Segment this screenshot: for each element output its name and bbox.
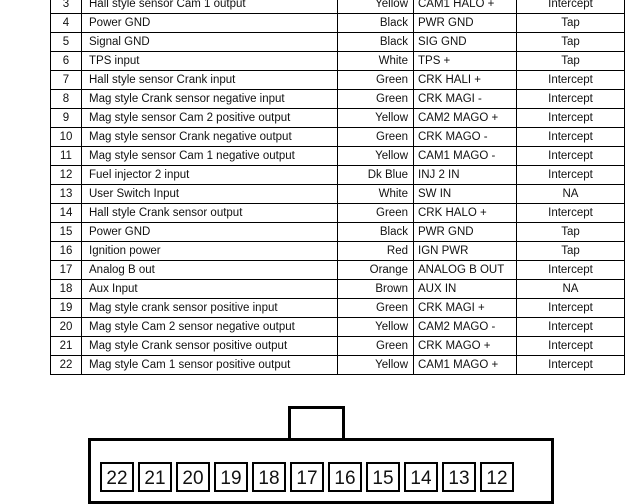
connector-pin: 21 [138, 462, 172, 492]
action-cell: Tap [517, 14, 625, 33]
wire-color-cell: Red [338, 242, 414, 261]
description-cell: Mag style crank sensor positive input [82, 299, 338, 318]
description-cell: Power GND [82, 14, 338, 33]
wire-color-cell: Dk Blue [338, 166, 414, 185]
wire-color-cell: Green [338, 90, 414, 109]
action-cell: Intercept [517, 318, 625, 337]
connector-pin: 13 [442, 462, 476, 492]
wire-color-cell: Brown [338, 280, 414, 299]
action-cell: Intercept [517, 71, 625, 90]
description-cell: Mag style sensor Crank negative output [82, 128, 338, 147]
action-cell: Tap [517, 52, 625, 71]
action-cell: Tap [517, 33, 625, 52]
wire-color-cell: Orange [338, 261, 414, 280]
description-cell: Mag style sensor Cam 2 positive output [82, 109, 338, 128]
wire-color-cell: Green [338, 71, 414, 90]
pin-number-cell: 11 [51, 147, 82, 166]
description-cell: Aux Input [82, 280, 338, 299]
pin-number-cell: 14 [51, 204, 82, 223]
signal-label-cell: CRK HALI + [414, 71, 517, 90]
signal-label-cell: CRK MAGO - [414, 128, 517, 147]
pin-number-cell: 15 [51, 223, 82, 242]
description-cell: User Switch Input [82, 185, 338, 204]
description-cell: Ignition power [82, 242, 338, 261]
connector-pin: 14 [404, 462, 438, 492]
description-cell: Hall style sensor Cam 1 output [82, 0, 338, 14]
pin-number-cell: 19 [51, 299, 82, 318]
signal-label-cell: CAM1 MAGO - [414, 147, 517, 166]
signal-label-cell: SIG GND [414, 33, 517, 52]
pin-number-cell: 22 [51, 356, 82, 375]
wire-color-cell: Yellow [338, 147, 414, 166]
pin-number-cell: 10 [51, 128, 82, 147]
pin-number-cell: 16 [51, 242, 82, 261]
signal-label-cell: ANALOG B OUT [414, 261, 517, 280]
action-cell: Intercept [517, 337, 625, 356]
signal-label-cell: CRK MAGI + [414, 299, 517, 318]
pin-number-cell: 12 [51, 166, 82, 185]
description-cell: Mag style sensor Cam 1 negative output [82, 147, 338, 166]
action-cell: Tap [517, 242, 625, 261]
description-cell: Analog B out [82, 261, 338, 280]
signal-label-cell: TPS + [414, 52, 517, 71]
wire-color-cell: Black [338, 14, 414, 33]
description-cell: Signal GND [82, 33, 338, 52]
signal-label-cell: CAM2 MAGO + [414, 109, 517, 128]
wire-color-cell: Yellow [338, 109, 414, 128]
pin-number-cell: 8 [51, 90, 82, 109]
wire-color-cell: Black [338, 33, 414, 52]
pin-number-cell: 13 [51, 185, 82, 204]
action-cell: Intercept [517, 0, 625, 14]
description-cell: Hall style sensor Crank input [82, 71, 338, 90]
action-cell: Intercept [517, 147, 625, 166]
pin-number-cell: 9 [51, 109, 82, 128]
wire-color-cell: Green [338, 128, 414, 147]
pin-number-cell: 3 [51, 0, 82, 14]
wire-color-cell: Black [338, 223, 414, 242]
wire-color-cell: Green [338, 299, 414, 318]
description-cell: Mag style Crank sensor negative input [82, 90, 338, 109]
action-cell: Intercept [517, 204, 625, 223]
pin-number-cell: 20 [51, 318, 82, 337]
pin-number-cell: 6 [51, 52, 82, 71]
signal-label-cell: CRK MAGO + [414, 337, 517, 356]
action-cell: Intercept [517, 90, 625, 109]
pin-number-cell: 5 [51, 33, 82, 52]
connector-pin: 20 [176, 462, 210, 492]
connector-pin: 12 [480, 462, 514, 492]
pin-number-cell: 17 [51, 261, 82, 280]
description-cell: Mag style Cam 1 sensor positive output [82, 356, 338, 375]
pin-number-cell: 18 [51, 280, 82, 299]
description-cell: Mag style Crank sensor positive output [82, 337, 338, 356]
wire-color-cell: White [338, 185, 414, 204]
pin-number-cell: 21 [51, 337, 82, 356]
signal-label-cell: PWR GND [414, 14, 517, 33]
signal-label-cell: INJ 2 IN [414, 166, 517, 185]
action-cell: NA [517, 280, 625, 299]
description-cell: TPS input [82, 52, 338, 71]
signal-label-cell: CAM1 HALO + [414, 0, 517, 14]
wire-color-cell: Yellow [338, 0, 414, 14]
wire-color-cell: White [338, 52, 414, 71]
signal-label-cell: CRK HALO + [414, 204, 517, 223]
connector-pin: 15 [366, 462, 400, 492]
description-cell: Power GND [82, 223, 338, 242]
signal-label-cell: CRK MAGI - [414, 90, 517, 109]
signal-label-cell: CAM2 MAGO - [414, 318, 517, 337]
signal-label-cell: SW IN [414, 185, 517, 204]
action-cell: Intercept [517, 109, 625, 128]
connector-pin: 22 [100, 462, 134, 492]
signal-label-cell: PWR GND [414, 223, 517, 242]
signal-label-cell: AUX IN [414, 280, 517, 299]
signal-label-cell: IGN PWR [414, 242, 517, 261]
connector-pin-row [100, 462, 514, 492]
action-cell: Intercept [517, 128, 625, 147]
connector-pin: 17 [290, 462, 324, 492]
pin-number-cell: 4 [51, 14, 82, 33]
connector-pin: 19 [214, 462, 248, 492]
signal-label-cell: CAM1 MAGO + [414, 356, 517, 375]
connector-pin: 16 [328, 462, 362, 492]
action-cell: Intercept [517, 299, 625, 318]
wire-color-cell: Green [338, 337, 414, 356]
pin-number-cell: 7 [51, 71, 82, 90]
wire-color-cell: Yellow [338, 318, 414, 337]
wire-color-cell: Green [338, 204, 414, 223]
action-cell: Intercept [517, 166, 625, 185]
description-cell: Hall style Crank sensor output [82, 204, 338, 223]
action-cell: Intercept [517, 356, 625, 375]
action-cell: Tap [517, 223, 625, 242]
description-cell: Fuel injector 2 input [82, 166, 338, 185]
wire-color-cell: Yellow [338, 356, 414, 375]
action-cell: NA [517, 185, 625, 204]
description-cell: Mag style Cam 2 sensor negative output [82, 318, 338, 337]
action-cell: Intercept [517, 261, 625, 280]
connector-pin: 18 [252, 462, 286, 492]
